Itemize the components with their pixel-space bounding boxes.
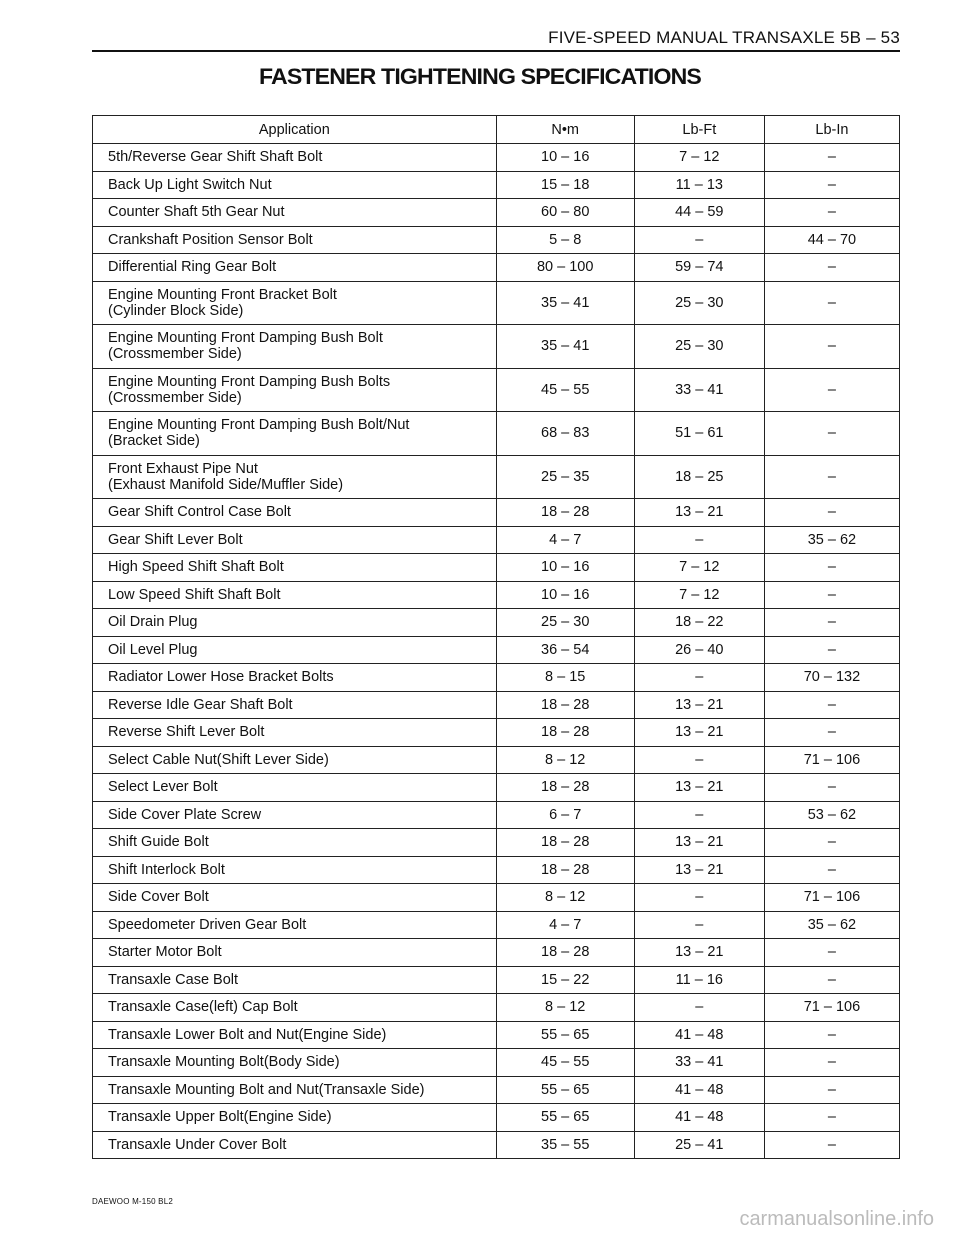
- cell-nm: 18 – 28: [496, 856, 634, 884]
- table-row: [93, 829, 900, 857]
- cell-lbft: –: [634, 801, 764, 829]
- watermark: carmanualsonline.info: [739, 1208, 934, 1230]
- page-title: FASTENER TIGHTENING SPECIFICATIONS: [258, 64, 702, 89]
- cell-nm: 18 – 28: [496, 829, 634, 857]
- cell-lbft: 13 – 21: [634, 691, 764, 719]
- cell-application: Select Lever Bolt: [93, 774, 497, 802]
- table-header-row: [93, 116, 900, 144]
- cell-application: Engine Mounting Front Damping Bush Bolt/Nut (Bracket Side): [93, 412, 497, 456]
- cell-lbft: 41 – 48: [634, 1104, 764, 1132]
- column-header-lbft: Lb-Ft: [634, 116, 764, 144]
- table-row: [93, 719, 900, 747]
- cell-lbin: –: [764, 1131, 899, 1159]
- cell-lbft: 11 – 13: [634, 171, 764, 199]
- cell-application: Transaxle Case Bolt: [93, 966, 497, 994]
- cell-application: Differential Ring Gear Bolt: [93, 254, 497, 282]
- cell-lbin: –: [764, 412, 899, 456]
- cell-lbin: –: [764, 1104, 899, 1132]
- cell-application: Front Exhaust Pipe Nut (Exhaust Manifold Side/Muffler Side): [93, 455, 497, 499]
- cell-nm: 18 – 28: [496, 774, 634, 802]
- cell-nm: 68 – 83: [496, 412, 634, 456]
- table-row: [93, 554, 900, 582]
- cell-application: Crankshaft Position Sensor Bolt: [93, 226, 497, 254]
- cell-application: Counter Shaft 5th Gear Nut: [93, 199, 497, 227]
- table-row: [93, 801, 900, 829]
- table-row: [93, 774, 900, 802]
- specifications-table: [92, 115, 900, 1159]
- table-row: [93, 609, 900, 637]
- table-row: [93, 636, 900, 664]
- cell-lbin: –: [764, 719, 899, 747]
- cell-nm: 35 – 41: [496, 325, 634, 369]
- cell-nm: 18 – 28: [496, 499, 634, 527]
- cell-nm: 10 – 16: [496, 581, 634, 609]
- cell-application: Transaxle Case(left) Cap Bolt: [93, 994, 497, 1022]
- cell-application: Oil Drain Plug: [93, 609, 497, 637]
- table-row: [93, 664, 900, 692]
- cell-nm: 80 – 100: [496, 254, 634, 282]
- cell-lbin: –: [764, 455, 899, 499]
- cell-nm: 35 – 41: [496, 281, 634, 325]
- cell-nm: 45 – 55: [496, 368, 634, 412]
- cell-lbft: 25 – 30: [634, 325, 764, 369]
- running-header: FIVE-SPEED MANUAL TRANSAXLE 5B – 53: [548, 28, 900, 47]
- cell-lbin: –: [764, 939, 899, 967]
- table-row: [93, 171, 900, 199]
- cell-lbft: 13 – 21: [634, 774, 764, 802]
- cell-lbin: –: [764, 774, 899, 802]
- cell-application: Speedometer Driven Gear Bolt: [93, 911, 497, 939]
- cell-lbft: 13 – 21: [634, 719, 764, 747]
- table-row: [93, 144, 900, 172]
- table-row: [93, 966, 900, 994]
- cell-lbin: 35 – 62: [764, 911, 899, 939]
- column-header-nm: N•m: [496, 116, 634, 144]
- cell-lbft: 18 – 22: [634, 609, 764, 637]
- cell-lbft: 25 – 41: [634, 1131, 764, 1159]
- cell-nm: 55 – 65: [496, 1021, 634, 1049]
- cell-lbin: –: [764, 281, 899, 325]
- cell-nm: 8 – 12: [496, 884, 634, 912]
- cell-nm: 25 – 35: [496, 455, 634, 499]
- table-row: [93, 581, 900, 609]
- cell-lbin: 71 – 106: [764, 746, 899, 774]
- cell-application: Gear Shift Lever Bolt: [93, 526, 497, 554]
- cell-lbin: –: [764, 171, 899, 199]
- cell-lbft: 13 – 21: [634, 939, 764, 967]
- cell-application: Shift Guide Bolt: [93, 829, 497, 857]
- cell-lbft: –: [634, 664, 764, 692]
- cell-lbin: –: [764, 554, 899, 582]
- cell-lbft: –: [634, 526, 764, 554]
- table-row: [93, 856, 900, 884]
- cell-lbin: –: [764, 325, 899, 369]
- cell-lbft: 41 – 48: [634, 1076, 764, 1104]
- cell-lbft: 13 – 21: [634, 499, 764, 527]
- cell-application: Starter Motor Bolt: [93, 939, 497, 967]
- cell-nm: 35 – 55: [496, 1131, 634, 1159]
- cell-lbft: –: [634, 746, 764, 774]
- cell-application: 5th/Reverse Gear Shift Shaft Bolt: [93, 144, 497, 172]
- table-row: [93, 911, 900, 939]
- cell-application: Reverse Idle Gear Shaft Bolt: [93, 691, 497, 719]
- cell-application: High Speed Shift Shaft Bolt: [93, 554, 497, 582]
- table-body: [93, 144, 900, 1159]
- table-row: [93, 226, 900, 254]
- cell-application: Side Cover Bolt: [93, 884, 497, 912]
- cell-nm: 4 – 7: [496, 526, 634, 554]
- cell-nm: 55 – 65: [496, 1104, 634, 1132]
- table-row: [93, 994, 900, 1022]
- cell-lbin: –: [764, 1049, 899, 1077]
- table-row: [93, 368, 900, 412]
- cell-nm: 36 – 54: [496, 636, 634, 664]
- cell-lbin: 35 – 62: [764, 526, 899, 554]
- table-row: [93, 281, 900, 325]
- table-row: [93, 455, 900, 499]
- cell-lbft: 41 – 48: [634, 1021, 764, 1049]
- cell-lbft: 7 – 12: [634, 581, 764, 609]
- cell-lbft: 33 – 41: [634, 368, 764, 412]
- cell-application: Transaxle Upper Bolt(Engine Side): [93, 1104, 497, 1132]
- cell-lbin: –: [764, 1076, 899, 1104]
- cell-application: Gear Shift Control Case Bolt: [93, 499, 497, 527]
- table-row: [93, 526, 900, 554]
- cell-lbin: –: [764, 609, 899, 637]
- cell-application: Low Speed Shift Shaft Bolt: [93, 581, 497, 609]
- cell-application: Transaxle Mounting Bolt(Body Side): [93, 1049, 497, 1077]
- cell-application: Transaxle Lower Bolt and Nut(Engine Side): [93, 1021, 497, 1049]
- cell-lbin: –: [764, 499, 899, 527]
- footer-code: DAEWOO M-150 BL2: [92, 1197, 174, 1206]
- cell-nm: 15 – 18: [496, 171, 634, 199]
- cell-lbft: 26 – 40: [634, 636, 764, 664]
- cell-lbft: 13 – 21: [634, 829, 764, 857]
- table-row: [93, 254, 900, 282]
- table-row: [93, 1131, 900, 1159]
- cell-lbin: 53 – 62: [764, 801, 899, 829]
- cell-lbin: 71 – 106: [764, 994, 899, 1022]
- cell-lbin: –: [764, 1021, 899, 1049]
- cell-lbft: 18 – 25: [634, 455, 764, 499]
- cell-lbin: –: [764, 368, 899, 412]
- cell-lbft: 33 – 41: [634, 1049, 764, 1077]
- cell-nm: 8 – 12: [496, 994, 634, 1022]
- cell-application: Radiator Lower Hose Bracket Bolts: [93, 664, 497, 692]
- cell-lbft: 59 – 74: [634, 254, 764, 282]
- table-row: [93, 499, 900, 527]
- cell-nm: 18 – 28: [496, 939, 634, 967]
- cell-lbin: 44 – 70: [764, 226, 899, 254]
- table-row: [93, 691, 900, 719]
- cell-lbin: –: [764, 829, 899, 857]
- table-row: [93, 746, 900, 774]
- cell-application: Side Cover Plate Screw: [93, 801, 497, 829]
- table-row: [93, 939, 900, 967]
- cell-application: Transaxle Mounting Bolt and Nut(Transaxle Side): [93, 1076, 497, 1104]
- cell-lbft: –: [634, 911, 764, 939]
- cell-nm: 10 – 16: [496, 144, 634, 172]
- cell-lbft: 7 – 12: [634, 144, 764, 172]
- table-row: [93, 884, 900, 912]
- cell-application: Shift Interlock Bolt: [93, 856, 497, 884]
- cell-nm: 25 – 30: [496, 609, 634, 637]
- cell-nm: 60 – 80: [496, 199, 634, 227]
- cell-lbin: –: [764, 144, 899, 172]
- cell-nm: 55 – 65: [496, 1076, 634, 1104]
- cell-lbin: –: [764, 254, 899, 282]
- cell-lbft: –: [634, 884, 764, 912]
- cell-lbft: 25 – 30: [634, 281, 764, 325]
- table-row: [93, 325, 900, 369]
- cell-lbin: 71 – 106: [764, 884, 899, 912]
- cell-lbin: –: [764, 199, 899, 227]
- cell-application: Engine Mounting Front Bracket Bolt (Cylinder Block Side): [93, 281, 497, 325]
- cell-nm: 18 – 28: [496, 719, 634, 747]
- column-header-lbin: Lb-In: [764, 116, 899, 144]
- cell-lbft: 7 – 12: [634, 554, 764, 582]
- cell-application: Engine Mounting Front Damping Bush Bolts (Crossmember Side): [93, 368, 497, 412]
- header-rule: [92, 50, 900, 52]
- cell-application: Oil Level Plug: [93, 636, 497, 664]
- cell-application: Reverse Shift Lever Bolt: [93, 719, 497, 747]
- cell-nm: 15 – 22: [496, 966, 634, 994]
- cell-application: Transaxle Under Cover Bolt: [93, 1131, 497, 1159]
- table-row: [93, 1104, 900, 1132]
- cell-application: Back Up Light Switch Nut: [93, 171, 497, 199]
- cell-nm: 10 – 16: [496, 554, 634, 582]
- table-row: [93, 1076, 900, 1104]
- table-row: [93, 1021, 900, 1049]
- cell-nm: 8 – 15: [496, 664, 634, 692]
- cell-application: Engine Mounting Front Damping Bush Bolt (Crossmember Side): [93, 325, 497, 369]
- cell-nm: 6 – 7: [496, 801, 634, 829]
- cell-nm: 45 – 55: [496, 1049, 634, 1077]
- cell-lbft: 51 – 61: [634, 412, 764, 456]
- cell-lbin: –: [764, 856, 899, 884]
- table-row: [93, 199, 900, 227]
- cell-nm: 4 – 7: [496, 911, 634, 939]
- cell-lbin: –: [764, 966, 899, 994]
- cell-nm: 8 – 12: [496, 746, 634, 774]
- table-row: [93, 412, 900, 456]
- cell-lbft: 13 – 21: [634, 856, 764, 884]
- cell-lbft: 11 – 16: [634, 966, 764, 994]
- cell-application: Select Cable Nut(Shift Lever Side): [93, 746, 497, 774]
- cell-lbin: –: [764, 636, 899, 664]
- cell-lbft: –: [634, 226, 764, 254]
- column-header-application: Application: [93, 116, 497, 144]
- cell-lbft: 44 – 59: [634, 199, 764, 227]
- cell-lbin: –: [764, 691, 899, 719]
- cell-lbin: 70 – 132: [764, 664, 899, 692]
- table-row: [93, 1049, 900, 1077]
- cell-lbin: –: [764, 581, 899, 609]
- cell-nm: 5 – 8: [496, 226, 634, 254]
- cell-lbft: –: [634, 994, 764, 1022]
- cell-nm: 18 – 28: [496, 691, 634, 719]
